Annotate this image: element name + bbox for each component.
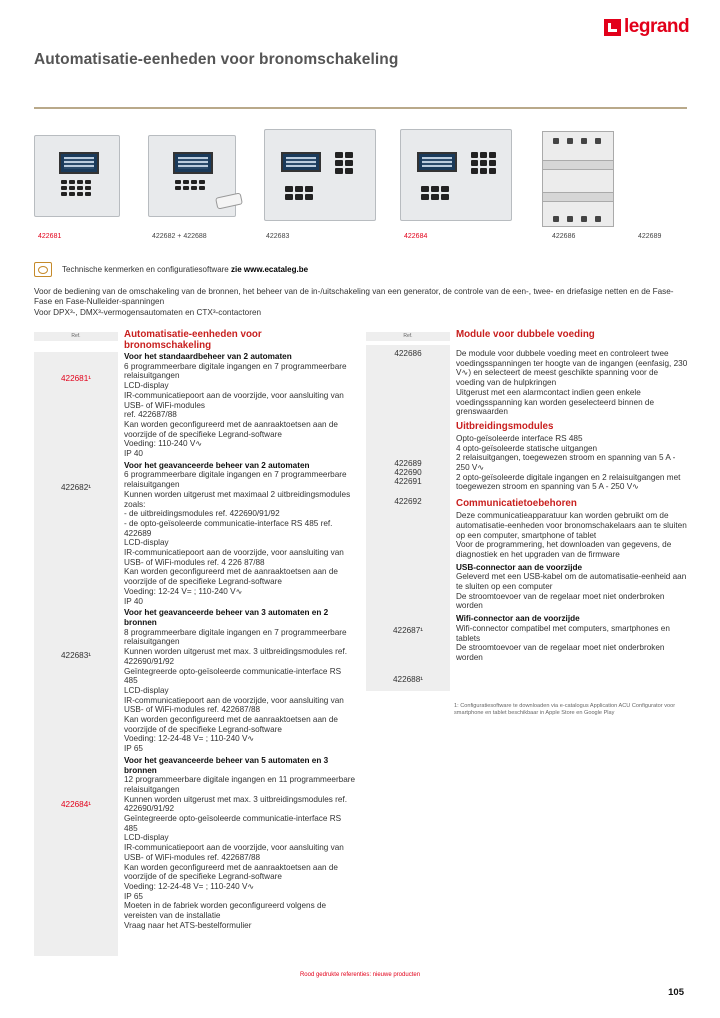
item-line: Kan worden geconfigureerd met de aanraaktoetsen aan de voorzijde of de specifieke Legrand-software <box>124 567 338 587</box>
ext-line: 2 opto-geïsoleerde digitale ingangen en 2 relaisuitgangen met toegewezen stroom en spanning van 5 A - 250 V∿ <box>456 472 681 492</box>
section-title-uitbreidingsmodules: Uitbreidingsmodules <box>456 420 554 432</box>
item-title: Voor het geavanceerde beheer van 5 automaten en 3 bronnen <box>124 755 329 775</box>
title-divider <box>34 107 687 109</box>
product-image-422681 <box>34 135 120 217</box>
page-title: Automatisatie-eenheden voor bronomschakeling <box>34 51 399 68</box>
item-line: Vraag naar het ATS-bestelformulier <box>124 920 252 930</box>
section-title-dubbele-voeding: Module voor dubbele voeding <box>456 329 595 340</box>
wifi-text: Wifi-connector compatibel met computers, smartphones en tablets De stroomtoevoer van de regelaar moet niet onderbroken worden <box>456 623 670 662</box>
left-column <box>34 330 356 956</box>
ref-column <box>366 345 450 691</box>
new-products-note: Rood gedrukte referenties: nieuwe producten <box>299 972 421 978</box>
ref-422687: 422687¹ <box>392 626 424 635</box>
footnote: 1: Configuratiesoftware te downloaden via e-catalogus Application ACU Configurator voor smartphone en tablet beschikbaar in Apple Store en Google Play <box>454 703 676 716</box>
item-line: Kan worden geconfigureerd met de aanraaktoetsen aan de voorzijde of de specifieke Legrand-software <box>124 715 338 734</box>
usb-title: USB-connector aan de voorzijde <box>456 562 583 572</box>
item-line: Voeding: 12-24-48 V= ; 110-240 V∿ <box>124 734 255 744</box>
item-422682 <box>124 461 356 607</box>
item-line: Kan worden geconfigureerd met de aanraaktoetsen aan de voorzijde of de specifieke Legrand-software <box>124 419 338 439</box>
product-ref-422689: 422689 <box>638 233 662 240</box>
description-column <box>450 345 688 691</box>
product-ref-422686: 422686 <box>552 233 576 240</box>
ref-422692: 422692 <box>394 497 422 506</box>
brand-name: legrand <box>624 16 690 37</box>
item-422684 <box>124 756 356 931</box>
item-line: IP 40 <box>124 596 143 606</box>
product-image-422686 <box>542 131 614 227</box>
product-image-422684 <box>400 129 512 221</box>
comm-intro: Deze communicatieapparatuur kan worden gebruikt om de automatisatie-eenheden voor bronomschakelaars aan te sluiten op een computer, smartphone of tablet Voor de programmering, het downloaden van gegevens, de diagnostiek en het upgraden van de firmware <box>456 511 687 559</box>
item-title: Voor het geavanceerde beheer van 2 automaten <box>124 460 310 470</box>
item-line: IP 65 <box>124 744 143 754</box>
product-ref-422681: 422681 <box>38 233 62 240</box>
item-line: Voeding: 110-240 V∿ <box>124 439 203 449</box>
ref-422689: 422689 <box>394 459 422 468</box>
item-422681 <box>124 352 356 459</box>
ref-422682: 422682¹ <box>60 483 92 492</box>
automatisatie-table <box>34 352 356 956</box>
item-line: 8 programmeerbare digitale ingangen en 7 programmeerbare relaisuitgangen <box>124 627 347 647</box>
item-line: IR-communicatiepoort aan de voorzijde, voor aansluiting van USB- of WiFi-modules ref. 422687/88 <box>124 695 344 715</box>
software-info-text: Technische kenmerken en configuratiesoftware zie www.ecataleg.be <box>62 265 309 274</box>
description-column <box>118 352 356 956</box>
item-line: IR-communicatiepoort aan de voorzijde, voor aansluiting van USB- of WiFi-modules <box>124 390 344 410</box>
product-ref-422683: 422683 <box>266 233 290 240</box>
intro-line: Voor de bediening van de omschakeling van de bronnen, het beheer van de in-/uitschakeling van een generator, de controle van de een-, twee- en driefasige netten en de Fase-Fase en Fase-Nulleider-spanningen <box>34 287 674 307</box>
right-column <box>366 330 688 717</box>
item-line: Geïntegreerde opto-geïsoleerde communicatie-interface RS 485 <box>124 814 342 833</box>
item-line: Voeding: 12-24 V= ; 110-240 V∿ <box>124 586 243 596</box>
item-line: LCD-display <box>124 538 169 548</box>
item-line: LCD-display <box>124 381 169 391</box>
intro-text <box>34 287 686 318</box>
ecataleg-link[interactable]: zie www.ecataleg.be <box>230 265 309 274</box>
ref-422681: 422681¹ <box>60 374 92 383</box>
legrand-logo <box>604 16 689 38</box>
item-line: IR-communicatiepoort aan de voorzijde, voor aansluiting van USB- of WiFi-modules ref. 4 226 87/88 <box>124 548 344 567</box>
product-images <box>34 125 694 245</box>
legrand-logo-mark <box>604 19 621 36</box>
item-line: ref. 422687/88 <box>124 410 177 420</box>
ext-line: 4 opto-geïsoleerde statische uitgangen <box>456 443 598 453</box>
item-line: - de opto-geïsoleerde communicatie-interface RS 485 ref. 422689 <box>124 518 333 538</box>
item-line: 6 programmeerbare digitale ingangen en 7 programmeerbare relaisuitgangen <box>124 470 347 490</box>
section-title-automatisatie: Automatisatie-eenheden voor bronomschakeling <box>124 329 262 351</box>
usb-text: Geleverd met een USB-kabel om de automatisatie-eenheid aan te sluiten op een computer De stroomtoevoer van de regelaar moet niet onderbroken worden <box>456 572 687 611</box>
ref-422684: 422684¹ <box>60 800 92 809</box>
item-line: 6 programmeerbare digitale ingangen en 7 programmeerbare relaisuitgangen <box>124 361 347 381</box>
section-title-communicatie: Communicatietoebehoren <box>456 498 577 510</box>
product-ref-422684: 422684 <box>404 233 428 240</box>
ref-422691: 422691 <box>394 477 422 486</box>
ext-line: 2 relaisuitgangen, toegewezen stroom en spanning van 5 A - 250 V∿ <box>456 453 676 473</box>
item-line: LCD-display <box>124 685 169 695</box>
item-line: - de uitbreidingsmodules ref. 422690/91/92 <box>124 509 280 519</box>
ref-header: Ref. <box>366 332 450 341</box>
item-line: Moeten in de fabriek worden geconfigureerd volgens de vereisten van de installatie <box>124 901 327 921</box>
item-line: Kan worden geconfigureerd met de aanraaktoetsen aan de voorzijde of de specifieke Legrand-software <box>124 862 338 882</box>
ref-422683: 422683¹ <box>60 651 92 660</box>
software-info <box>34 262 308 277</box>
power-module-text: De module voor dubbele voeding meet en controleert twee voedingsspanningen ter hoogte van de ingangen (eenfasig, 230 V∿) en selecteert de meest geschikte spanning voor de voeding van de hulpkringen Uitgerust met een alarmcontact indien geen enkele voedingsspanning kan worden geselecteerd binnen de grenswaarden <box>456 349 688 417</box>
ref-422686: 422686 <box>394 349 422 358</box>
item-line: IP 65 <box>124 891 143 901</box>
item-422683 <box>124 608 356 754</box>
wifi-title: Wifi-connector aan de voorzijde <box>456 614 580 624</box>
ref-column <box>34 352 118 956</box>
item-line: Kunnen worden uitgerust met maximaal 2 uitbreidingsmodules zoals: <box>124 489 351 509</box>
item-line: Kunnen worden uitgerust met max. 3 uitbreidingsmodules ref. 422690/91/92 <box>124 794 348 814</box>
item-line: Geïntegreerde opto-geïsoleerde communicatie-interface RS 485 <box>124 666 342 686</box>
software-icon <box>34 262 52 277</box>
ref-header: Ref. <box>34 332 118 341</box>
item-line: LCD-display <box>124 833 169 843</box>
right-table <box>366 345 688 691</box>
item-line: Voeding: 12-24-48 V= ; 110-240 V∿ <box>124 881 255 891</box>
ref-422690: 422690 <box>394 468 422 477</box>
item-line: IR-communicatiepoort aan de voorzijde, voor aansluiting van USB- of WiFi-modules ref. 422687/88 <box>124 843 344 862</box>
product-ref-422682: 422682 + 422688 <box>152 233 207 240</box>
ref-422688: 422688¹ <box>392 675 424 684</box>
intro-line: Voor DPX³-, DMX³-vermogensautomaten en CTX³-contactoren <box>34 307 262 317</box>
item-line: IP 40 <box>124 449 143 459</box>
item-line: Kunnen worden uitgerust met max. 3 uitbreidingsmodules ref. 422690/91/92 <box>124 647 348 666</box>
item-line: 12 programmeerbare digitale ingangen en 11 programmeerbare relaisuitgangen <box>124 775 356 794</box>
item-title: Voor het standaardbeheer van 2 automaten <box>124 352 292 361</box>
page-number: 105 <box>668 987 684 998</box>
product-image-422683 <box>264 129 376 221</box>
ext-line: Opto-geïsoleerde interface RS 485 <box>456 433 583 443</box>
item-title: Voor het geavanceerde beheer van 3 automaten en 2 bronnen <box>124 608 329 627</box>
